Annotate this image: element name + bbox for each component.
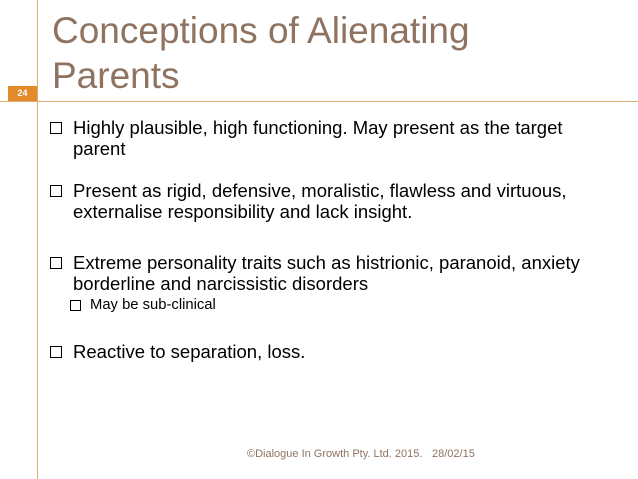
bullet-text: Reactive to separation, loss. — [73, 341, 306, 362]
vertical-divider — [37, 0, 38, 479]
horizontal-divider — [0, 101, 638, 102]
checkbox-bullet-icon — [50, 185, 62, 197]
checkbox-bullet-icon — [50, 346, 62, 358]
bullet-text: Highly plausible, high functioning. May present as the target parent — [73, 117, 563, 159]
footer-date: 28/02/15 — [432, 448, 475, 460]
footer-copyright: ©Dialogue In Growth Pty. Ltd. 2015. — [247, 448, 423, 460]
sub-bullet-text: May be sub-clinical — [90, 297, 216, 313]
slide-title: Conceptions of Alienating Parents — [52, 10, 470, 96]
bullet-item — [50, 180, 610, 222]
bullet-item — [50, 252, 610, 294]
bullet-text: Present as rigid, defensive, moralistic, flawless and virtuous, externalise responsibility and lack insight. — [73, 180, 567, 222]
bullet-item — [50, 341, 610, 362]
bullet-item — [50, 117, 610, 159]
slide-number: 24 — [8, 86, 37, 101]
checkbox-bullet-icon — [50, 122, 62, 134]
checkbox-bullet-icon — [50, 257, 62, 269]
sub-bullet-item — [70, 296, 610, 314]
bullet-text: Extreme personality traits such as histrionic, paranoid, anxiety borderline and narcissistic disorders — [73, 252, 580, 294]
checkbox-bullet-icon — [70, 300, 81, 311]
